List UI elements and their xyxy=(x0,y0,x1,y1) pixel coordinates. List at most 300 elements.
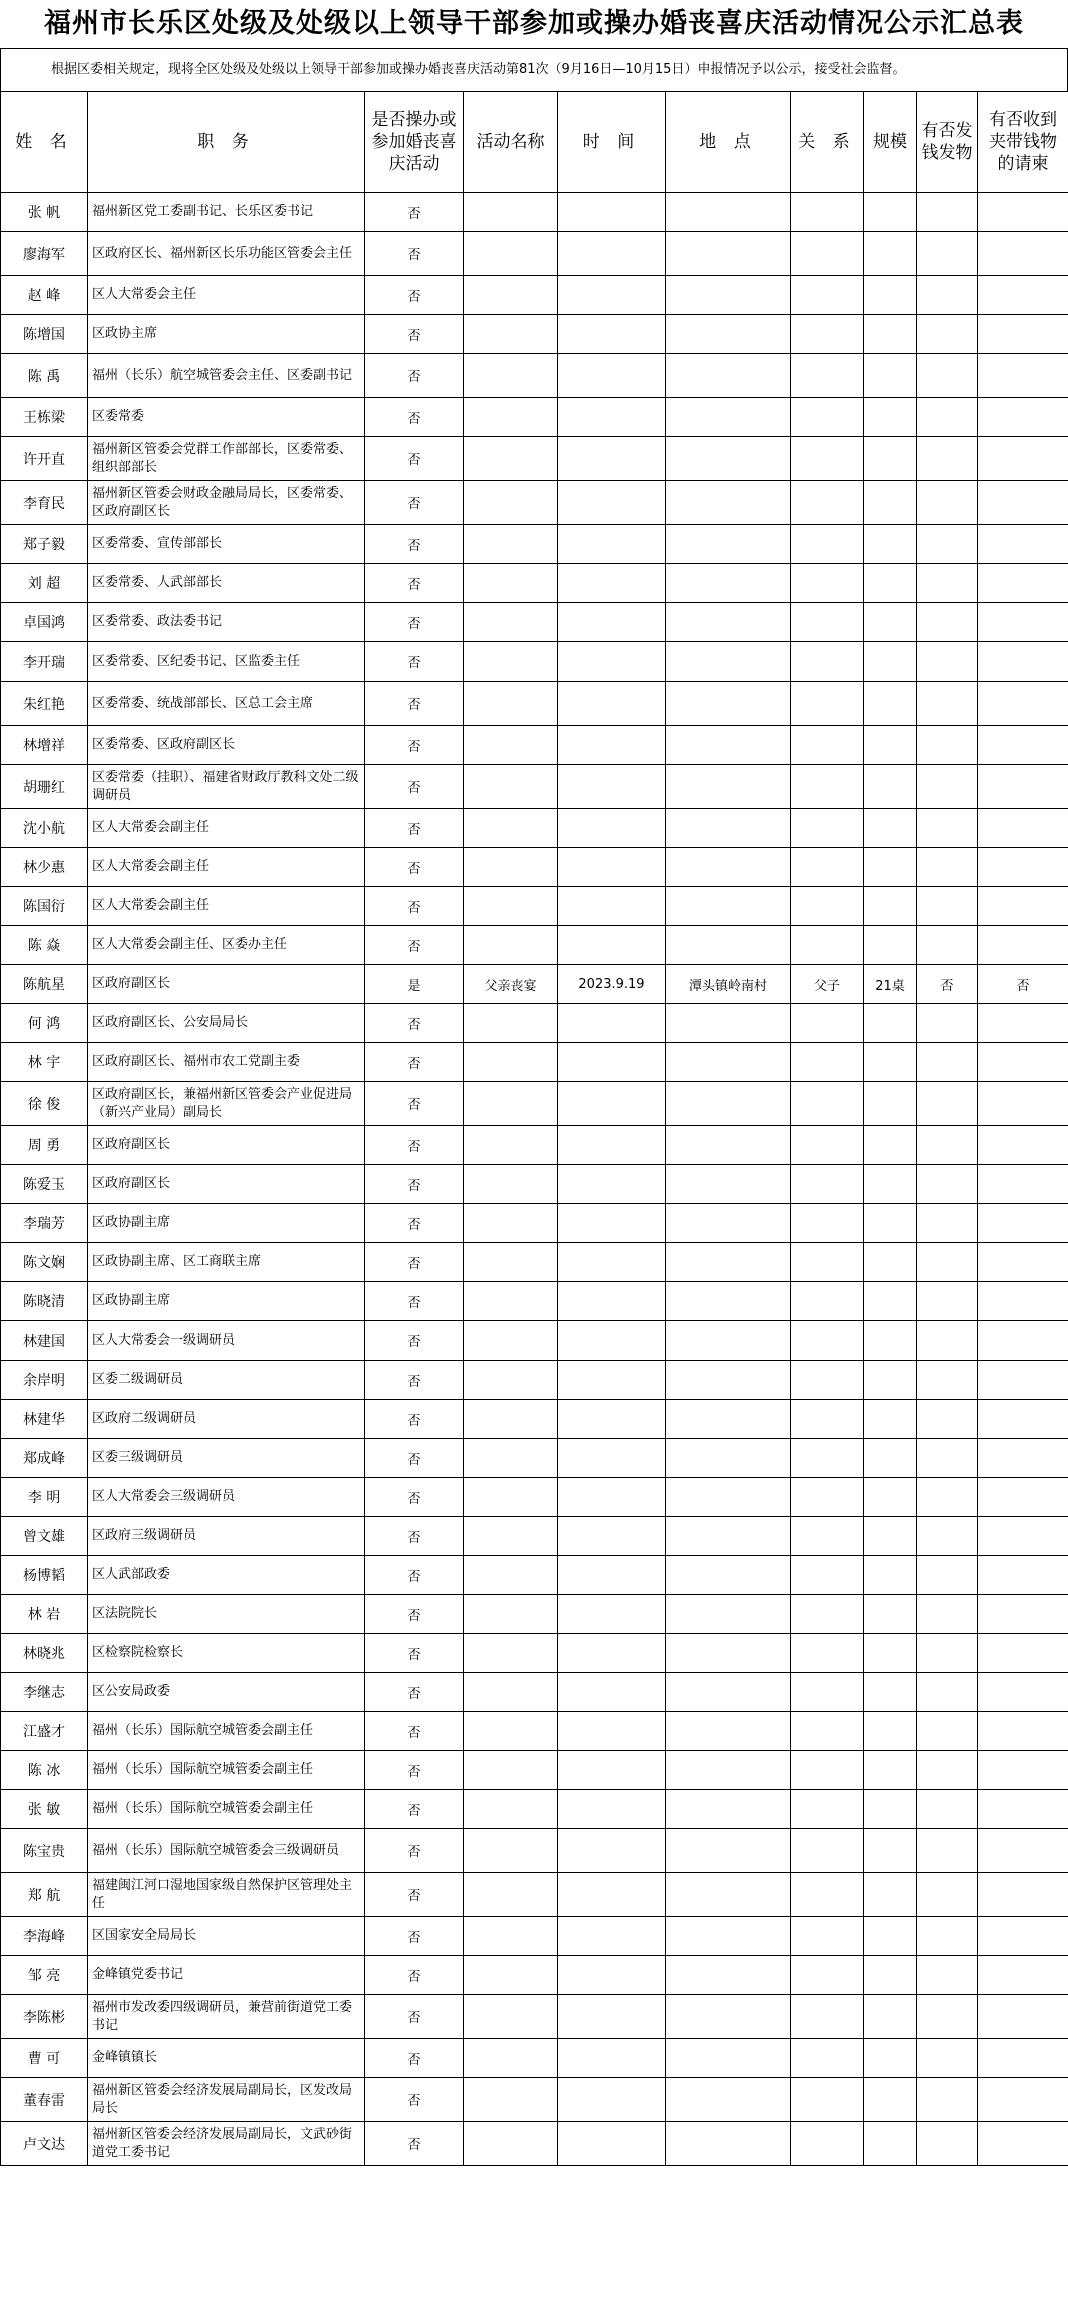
row-relation xyxy=(791,1829,864,1873)
table-row xyxy=(1,1243,1068,1282)
row-place xyxy=(666,1917,791,1956)
row-position: 福州新区党工委副书记、长乐区委书记 xyxy=(88,193,365,232)
row-scale xyxy=(864,848,917,887)
row-relation: 父子 xyxy=(791,965,864,1004)
row-gifts-given xyxy=(917,232,978,276)
row-position: 福州新区管委会党群工作部部长，区委常委、组织部部长 xyxy=(88,437,365,481)
row-relation xyxy=(791,1204,864,1243)
row-position: 金峰镇党委书记 xyxy=(88,1956,365,1995)
row-relation xyxy=(791,926,864,965)
row-time xyxy=(558,1004,666,1043)
row-participated: 否 xyxy=(365,1873,464,1917)
row-scale xyxy=(864,1478,917,1517)
row-time xyxy=(558,1321,666,1361)
row-activity xyxy=(464,1595,558,1634)
row-requests xyxy=(978,2078,1068,2122)
row-participated: 否 xyxy=(365,1126,464,1165)
row-time xyxy=(558,1712,666,1751)
row-gifts-given xyxy=(917,1043,978,1082)
row-position: 区政府副区长 xyxy=(88,965,365,1004)
row-name: 徐 俊 xyxy=(1,1082,88,1126)
row-activity xyxy=(464,525,558,564)
row-relation xyxy=(791,1243,864,1282)
table-row xyxy=(1,1400,1068,1439)
row-activity xyxy=(464,1400,558,1439)
table-row xyxy=(1,1595,1068,1634)
row-gifts-given xyxy=(917,603,978,642)
row-time xyxy=(558,642,666,682)
row-scale xyxy=(864,354,917,398)
row-relation xyxy=(791,642,864,682)
summary-table xyxy=(0,91,1068,2166)
row-position: 区国家安全局局长 xyxy=(88,1917,365,1956)
row-name: 董春雷 xyxy=(1,2078,88,2122)
row-requests xyxy=(978,603,1068,642)
row-activity xyxy=(464,1995,558,2039)
row-place xyxy=(666,1004,791,1043)
row-requests xyxy=(978,1556,1068,1595)
table-body xyxy=(1,193,1068,2166)
row-relation xyxy=(791,1321,864,1361)
row-time xyxy=(558,682,666,726)
row-participated: 否 xyxy=(365,525,464,564)
row-participated: 否 xyxy=(365,1361,464,1400)
row-place xyxy=(666,398,791,437)
row-time xyxy=(558,1634,666,1673)
row-position: 区政府三级调研员 xyxy=(88,1517,365,1556)
row-gifts-given xyxy=(917,398,978,437)
row-participated: 否 xyxy=(365,232,464,276)
row-activity xyxy=(464,887,558,926)
header-time: 时 间 xyxy=(558,92,666,193)
row-relation xyxy=(791,315,864,354)
table-row xyxy=(1,1634,1068,1673)
row-name: 朱红艳 xyxy=(1,682,88,726)
table-row xyxy=(1,726,1068,765)
table-row xyxy=(1,1790,1068,1829)
row-requests xyxy=(978,564,1068,603)
table-row xyxy=(1,2078,1068,2122)
row-name: 郑 航 xyxy=(1,1873,88,1917)
row-time: 2023.9.19 xyxy=(558,965,666,1004)
row-activity xyxy=(464,1956,558,1995)
row-requests xyxy=(978,2122,1068,2166)
row-scale xyxy=(864,1126,917,1165)
row-participated: 否 xyxy=(365,926,464,965)
row-time xyxy=(558,2078,666,2122)
row-participated: 否 xyxy=(365,1751,464,1790)
row-participated: 否 xyxy=(365,1956,464,1995)
row-relation xyxy=(791,603,864,642)
row-activity xyxy=(464,2078,558,2122)
row-activity xyxy=(464,1165,558,1204)
row-name: 杨博韬 xyxy=(1,1556,88,1595)
row-time xyxy=(558,1956,666,1995)
row-name: 李开瑞 xyxy=(1,642,88,682)
row-relation xyxy=(791,1517,864,1556)
row-time xyxy=(558,848,666,887)
row-place xyxy=(666,1556,791,1595)
row-place xyxy=(666,1873,791,1917)
row-name: 卢文达 xyxy=(1,2122,88,2166)
row-position: 区人大常委会一级调研员 xyxy=(88,1321,365,1361)
row-requests xyxy=(978,481,1068,525)
row-place xyxy=(666,1400,791,1439)
row-gifts-given xyxy=(917,1673,978,1712)
row-gifts-given xyxy=(917,1917,978,1956)
row-gifts-given xyxy=(917,1004,978,1043)
row-gifts-given xyxy=(917,2122,978,2166)
row-participated: 否 xyxy=(365,1634,464,1673)
row-relation xyxy=(791,1712,864,1751)
row-activity xyxy=(464,276,558,315)
row-position: 区政府副区长、公安局局长 xyxy=(88,1004,365,1043)
row-relation xyxy=(791,481,864,525)
row-gifts-given xyxy=(917,1829,978,1873)
row-name: 江盛才 xyxy=(1,1712,88,1751)
row-scale xyxy=(864,232,917,276)
row-participated: 否 xyxy=(365,1478,464,1517)
row-participated: 否 xyxy=(365,1829,464,1873)
row-scale xyxy=(864,1165,917,1204)
row-scale xyxy=(864,603,917,642)
header-position: 职 务 xyxy=(88,92,365,193)
row-time xyxy=(558,1043,666,1082)
row-participated: 否 xyxy=(365,2122,464,2166)
row-position: 区政协副主席 xyxy=(88,1282,365,1321)
document-title: 福州市长乐区处级及处级以上领导干部参加或操办婚丧喜庆活动情况公示汇总表 xyxy=(0,0,1068,49)
row-activity xyxy=(464,1873,558,1917)
row-relation xyxy=(791,726,864,765)
row-activity xyxy=(464,603,558,642)
row-activity xyxy=(464,2122,558,2166)
row-relation xyxy=(791,1400,864,1439)
table-row xyxy=(1,564,1068,603)
row-place xyxy=(666,1829,791,1873)
row-gifts-given xyxy=(917,193,978,232)
row-participated: 否 xyxy=(365,1712,464,1751)
row-requests xyxy=(978,398,1068,437)
row-participated: 否 xyxy=(365,1043,464,1082)
row-place xyxy=(666,2078,791,2122)
row-scale xyxy=(864,1082,917,1126)
table-row xyxy=(1,682,1068,726)
row-place xyxy=(666,765,791,809)
row-requests xyxy=(978,1595,1068,1634)
row-gifts-given xyxy=(917,1556,978,1595)
row-gifts-given xyxy=(917,1634,978,1673)
row-name: 林建国 xyxy=(1,1321,88,1361)
row-place xyxy=(666,809,791,848)
row-requests xyxy=(978,1204,1068,1243)
row-time xyxy=(558,603,666,642)
row-place xyxy=(666,481,791,525)
row-place xyxy=(666,1751,791,1790)
row-place xyxy=(666,603,791,642)
row-position: 福建闽江河口湿地国家级自然保护区管理处主任 xyxy=(88,1873,365,1917)
row-activity xyxy=(464,765,558,809)
row-time xyxy=(558,1282,666,1321)
row-requests xyxy=(978,642,1068,682)
row-time xyxy=(558,1439,666,1478)
row-activity xyxy=(464,1004,558,1043)
row-relation xyxy=(791,1082,864,1126)
row-time xyxy=(558,193,666,232)
row-name: 陈文娴 xyxy=(1,1243,88,1282)
row-requests xyxy=(978,437,1068,481)
row-activity xyxy=(464,1478,558,1517)
row-participated: 否 xyxy=(365,398,464,437)
table-row xyxy=(1,603,1068,642)
row-place xyxy=(666,1478,791,1517)
row-time xyxy=(558,1595,666,1634)
table-row xyxy=(1,1956,1068,1995)
row-relation xyxy=(791,1917,864,1956)
row-scale xyxy=(864,481,917,525)
row-position: 福州新区管委会经济发展局副局长，区发改局局长 xyxy=(88,2078,365,2122)
row-participated: 否 xyxy=(365,354,464,398)
row-participated: 否 xyxy=(365,887,464,926)
row-requests xyxy=(978,1243,1068,1282)
row-relation xyxy=(791,1126,864,1165)
row-participated: 否 xyxy=(365,1400,464,1439)
row-name: 廖海军 xyxy=(1,232,88,276)
row-position: 区人大常委会三级调研员 xyxy=(88,1478,365,1517)
row-gifts-given xyxy=(917,1751,978,1790)
header-gifts-given: 有否发钱发物 xyxy=(917,92,978,193)
table-row xyxy=(1,276,1068,315)
row-requests xyxy=(978,1400,1068,1439)
table-row xyxy=(1,1165,1068,1204)
row-activity xyxy=(464,1043,558,1082)
row-activity xyxy=(464,437,558,481)
table-row xyxy=(1,398,1068,437)
row-requests xyxy=(978,1751,1068,1790)
row-scale xyxy=(864,193,917,232)
row-place xyxy=(666,642,791,682)
row-participated: 否 xyxy=(365,603,464,642)
row-name: 王栋梁 xyxy=(1,398,88,437)
row-requests xyxy=(978,1282,1068,1321)
table-row xyxy=(1,1995,1068,2039)
row-name: 余岸明 xyxy=(1,1361,88,1400)
row-participated: 否 xyxy=(365,1917,464,1956)
row-participated: 否 xyxy=(365,1595,464,1634)
row-place xyxy=(666,1321,791,1361)
row-activity xyxy=(464,2039,558,2078)
row-time xyxy=(558,481,666,525)
row-requests xyxy=(978,2039,1068,2078)
row-requests xyxy=(978,1517,1068,1556)
row-requests xyxy=(978,809,1068,848)
row-requests xyxy=(978,926,1068,965)
row-position: 福州（长乐）国际航空城管委会副主任 xyxy=(88,1751,365,1790)
row-requests xyxy=(978,1165,1068,1204)
row-position: 区委常委、宣传部部长 xyxy=(88,525,365,564)
row-activity xyxy=(464,682,558,726)
row-relation xyxy=(791,1956,864,1995)
row-time xyxy=(558,437,666,481)
row-time xyxy=(558,232,666,276)
table-row xyxy=(1,1126,1068,1165)
row-gifts-given xyxy=(917,354,978,398)
row-place xyxy=(666,1126,791,1165)
row-time xyxy=(558,1478,666,1517)
row-activity xyxy=(464,193,558,232)
row-participated: 否 xyxy=(365,437,464,481)
table-row xyxy=(1,315,1068,354)
row-place xyxy=(666,1712,791,1751)
row-position: 金峰镇镇长 xyxy=(88,2039,365,2078)
row-activity xyxy=(464,232,558,276)
row-name: 郑成峰 xyxy=(1,1439,88,1478)
row-requests xyxy=(978,232,1068,276)
row-gifts-given xyxy=(917,1361,978,1400)
row-gifts-given xyxy=(917,642,978,682)
row-position: 福州（长乐）国际航空城管委会三级调研员 xyxy=(88,1829,365,1873)
row-time xyxy=(558,398,666,437)
row-time xyxy=(558,887,666,926)
row-position: 福州新区管委会经济发展局副局长，文武砂街道党工委书记 xyxy=(88,2122,365,2166)
row-place xyxy=(666,193,791,232)
row-requests xyxy=(978,1790,1068,1829)
row-scale xyxy=(864,1751,917,1790)
row-scale xyxy=(864,398,917,437)
row-participated: 否 xyxy=(365,1517,464,1556)
table-row xyxy=(1,354,1068,398)
row-time xyxy=(558,564,666,603)
row-activity xyxy=(464,315,558,354)
row-name: 李育民 xyxy=(1,481,88,525)
row-relation xyxy=(791,1751,864,1790)
row-gifts-given xyxy=(917,1321,978,1361)
row-gifts-given xyxy=(917,1243,978,1282)
row-activity xyxy=(464,1282,558,1321)
row-gifts-given xyxy=(917,1956,978,1995)
row-relation xyxy=(791,1790,864,1829)
row-place xyxy=(666,1595,791,1634)
row-time xyxy=(558,765,666,809)
row-position: 区委常委、政法委书记 xyxy=(88,603,365,642)
row-position: 区政府二级调研员 xyxy=(88,1400,365,1439)
row-time xyxy=(558,354,666,398)
row-relation xyxy=(791,887,864,926)
row-position: 区政府区长、福州新区长乐功能区管委会主任 xyxy=(88,232,365,276)
row-scale xyxy=(864,1829,917,1873)
row-time xyxy=(558,1204,666,1243)
row-activity xyxy=(464,1321,558,1361)
row-name: 陈 冰 xyxy=(1,1751,88,1790)
table-row xyxy=(1,926,1068,965)
row-scale xyxy=(864,1204,917,1243)
row-activity xyxy=(464,1556,558,1595)
row-place xyxy=(666,1282,791,1321)
row-scale xyxy=(864,276,917,315)
row-place xyxy=(666,682,791,726)
row-gifts-given xyxy=(917,809,978,848)
row-requests xyxy=(978,354,1068,398)
row-activity xyxy=(464,1082,558,1126)
row-gifts-given xyxy=(917,1400,978,1439)
row-place xyxy=(666,276,791,315)
row-scale xyxy=(864,1917,917,1956)
row-place xyxy=(666,2039,791,2078)
row-time xyxy=(558,1873,666,1917)
table-row xyxy=(1,1917,1068,1956)
row-name: 陈增国 xyxy=(1,315,88,354)
row-scale xyxy=(864,315,917,354)
row-relation xyxy=(791,398,864,437)
row-requests xyxy=(978,1712,1068,1751)
row-name: 陈航星 xyxy=(1,965,88,1004)
row-requests xyxy=(978,682,1068,726)
row-requests xyxy=(978,1043,1068,1082)
row-relation xyxy=(791,682,864,726)
row-activity xyxy=(464,354,558,398)
row-time xyxy=(558,1243,666,1282)
row-name: 陈爱玉 xyxy=(1,1165,88,1204)
row-gifts-given xyxy=(917,887,978,926)
row-activity xyxy=(464,1243,558,1282)
row-time xyxy=(558,1126,666,1165)
row-position: 区法院院长 xyxy=(88,1595,365,1634)
row-position: 福州（长乐）国际航空城管委会副主任 xyxy=(88,1712,365,1751)
row-requests xyxy=(978,887,1068,926)
row-relation xyxy=(791,437,864,481)
header-participated: 是否操办或参加婚丧喜庆活动 xyxy=(365,92,464,193)
row-requests xyxy=(978,1082,1068,1126)
row-position: 区人大常委会副主任 xyxy=(88,809,365,848)
row-time xyxy=(558,1165,666,1204)
row-time xyxy=(558,2122,666,2166)
row-place xyxy=(666,1204,791,1243)
table-row xyxy=(1,1321,1068,1361)
row-relation xyxy=(791,232,864,276)
row-activity xyxy=(464,1361,558,1400)
row-scale xyxy=(864,1595,917,1634)
row-scale xyxy=(864,1712,917,1751)
row-scale xyxy=(864,2078,917,2122)
row-activity xyxy=(464,1829,558,1873)
row-relation xyxy=(791,525,864,564)
row-name: 林少惠 xyxy=(1,848,88,887)
row-name: 李 明 xyxy=(1,1478,88,1517)
row-gifts-given: 否 xyxy=(917,965,978,1004)
row-gifts-given xyxy=(917,276,978,315)
row-name: 刘 超 xyxy=(1,564,88,603)
row-relation xyxy=(791,1165,864,1204)
row-time xyxy=(558,1400,666,1439)
row-requests xyxy=(978,1478,1068,1517)
row-participated: 是 xyxy=(365,965,464,1004)
row-activity xyxy=(464,642,558,682)
row-position: 福州（长乐）航空城管委会主任、区委副书记 xyxy=(88,354,365,398)
row-relation xyxy=(791,809,864,848)
table-row xyxy=(1,1829,1068,1873)
row-participated: 否 xyxy=(365,1004,464,1043)
row-gifts-given xyxy=(917,1712,978,1751)
row-time xyxy=(558,525,666,564)
row-scale xyxy=(864,765,917,809)
table-row xyxy=(1,232,1068,276)
row-requests xyxy=(978,1361,1068,1400)
row-relation xyxy=(791,1439,864,1478)
row-gifts-given xyxy=(917,1282,978,1321)
row-time xyxy=(558,809,666,848)
row-place xyxy=(666,1082,791,1126)
row-requests xyxy=(978,765,1068,809)
table-row xyxy=(1,2039,1068,2078)
